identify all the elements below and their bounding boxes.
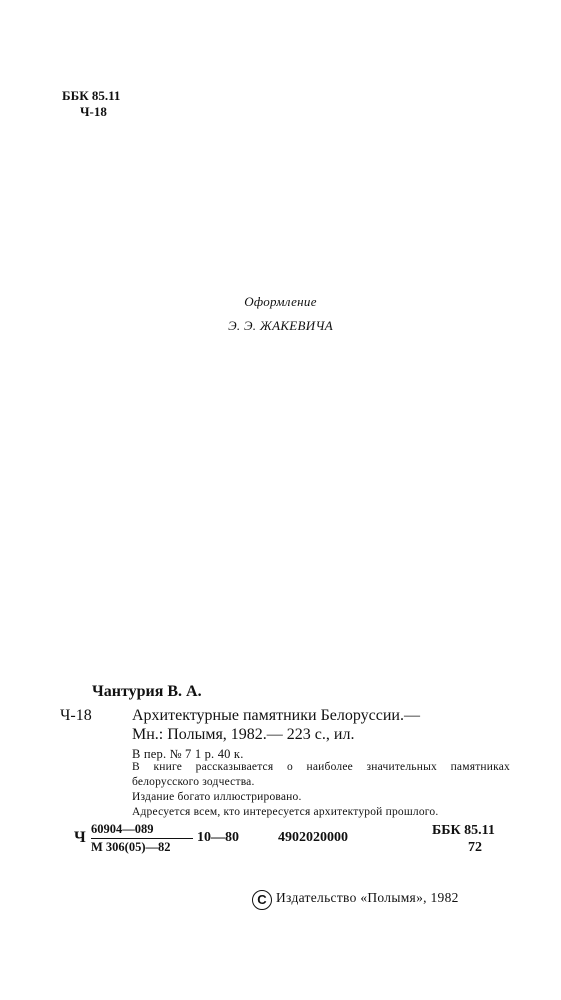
author-mark: Ч-18 [80, 104, 107, 119]
catalog-price: В пер. № 7 1 р. 40 к. [132, 747, 244, 761]
annotation-line: В книге рассказывается о наиболее значительных памятниках белорусского зодчества. [132, 761, 510, 788]
catalog-index: Ч-18 [60, 707, 92, 724]
bbk-index-top [62, 88, 120, 120]
copyright-icon: C [252, 890, 272, 910]
catalog-title-line2: Мн.: Полымя, 1982.— 223 с., ил. [132, 726, 355, 743]
code-number: 4902020000 [278, 830, 348, 845]
code-letter: Ч [74, 829, 86, 846]
bbk-sub: 72 [468, 840, 482, 855]
annotation-line: Адресуется всем, кто интересуется архитектурой прошлого. [132, 806, 439, 818]
bbk-index-bottom [432, 822, 495, 856]
copyright-text: Издательство «Полымя», 1982 [276, 890, 459, 905]
code-numerator: 60904—089 [91, 822, 193, 839]
bbk-code-bottom: ББК 85.11 [432, 823, 495, 838]
catalog-annotation [132, 760, 510, 820]
catalog-author: Чантурия В. А. [92, 683, 202, 700]
bbk-code: ББК 85.11 [62, 88, 121, 103]
publication-code-fraction [91, 822, 193, 855]
annotation-line: Издание богато иллюстрировано. [132, 791, 302, 803]
code-order: 10—80 [197, 830, 239, 845]
code-denominator: М 306(05)—82 [91, 840, 171, 854]
design-credit-label: Оформление [244, 294, 317, 309]
catalog-title-line1: Архитектурные памятники Белоруссии.— [132, 707, 420, 724]
design-credit-name: Э. Э. ЖАКЕВИЧА [228, 318, 333, 333]
